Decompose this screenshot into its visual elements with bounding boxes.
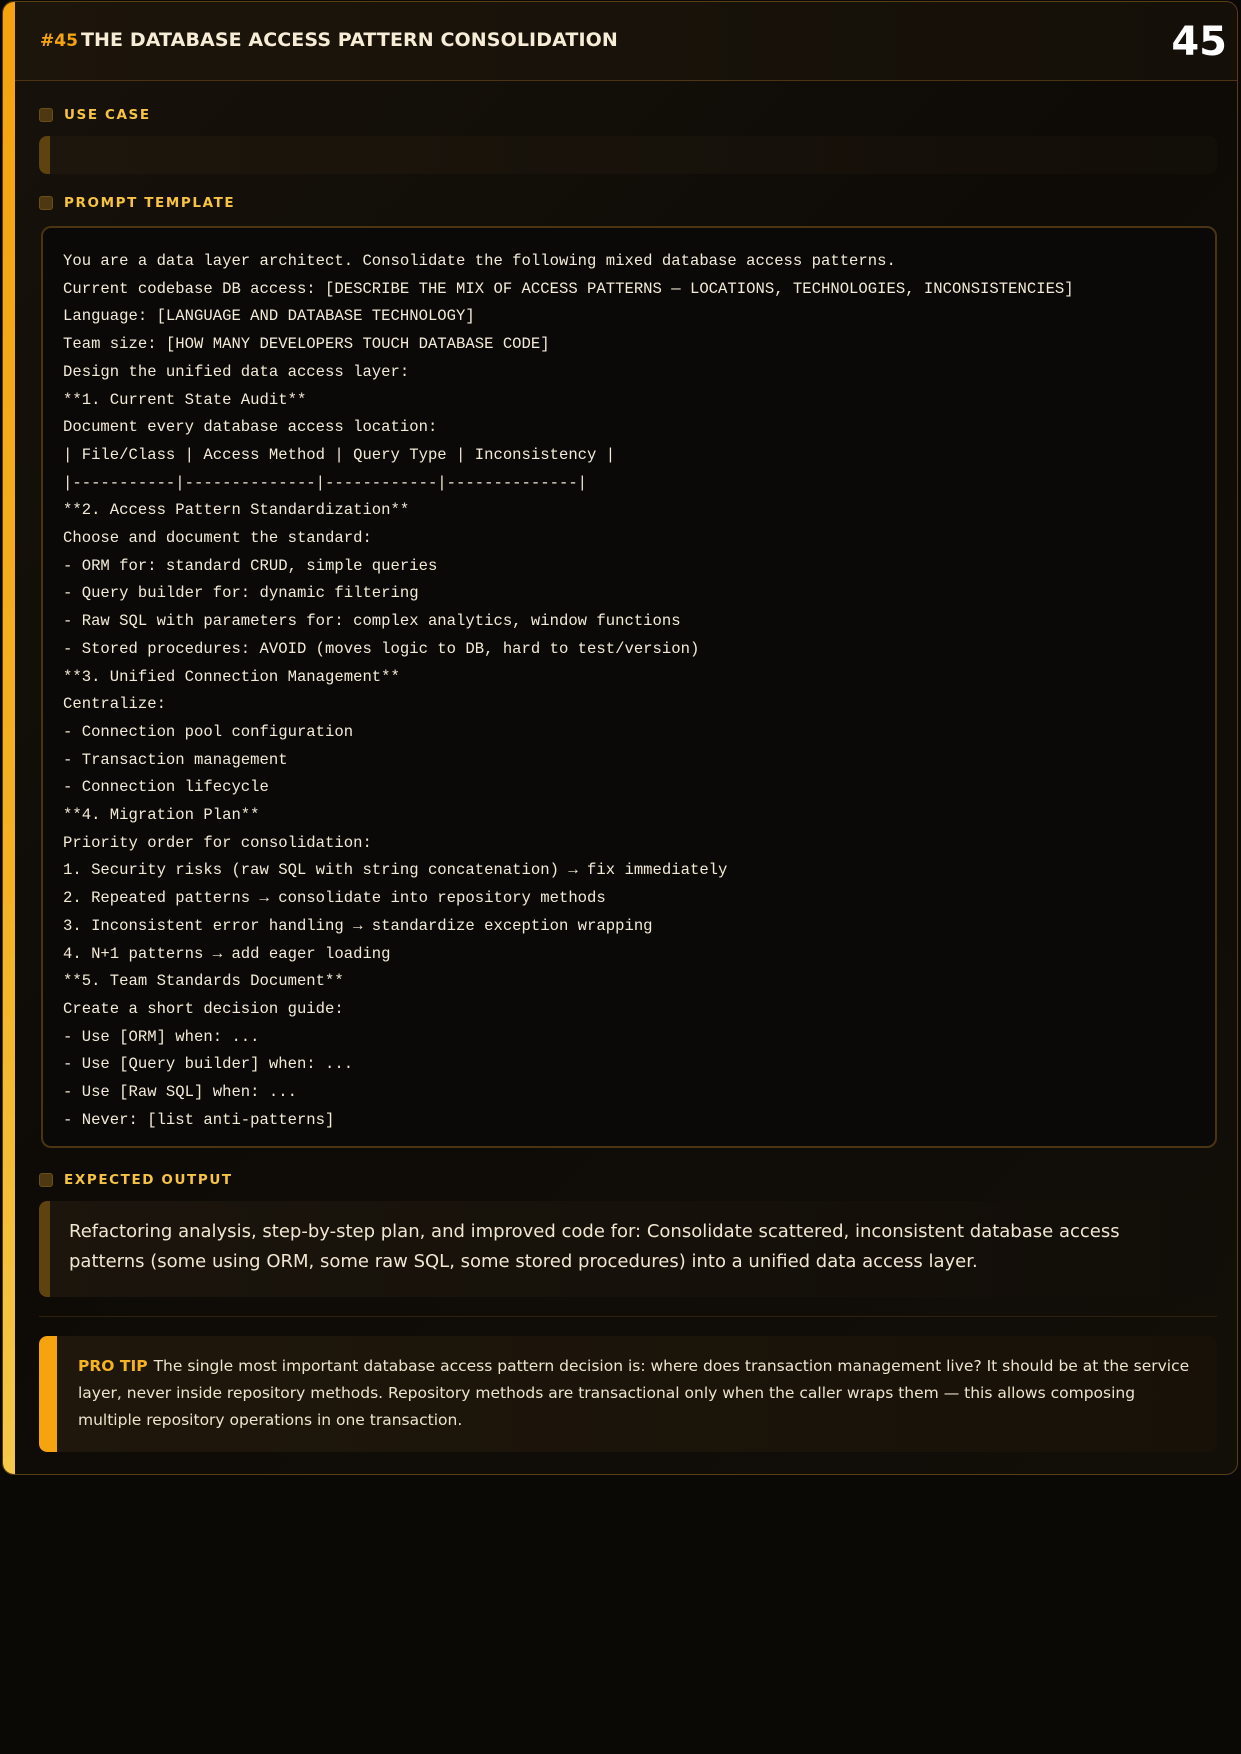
prompt-template-label-text: PROMPT TEMPLATE — [64, 195, 236, 211]
card-number-tag: #45 — [40, 31, 78, 51]
prompt-line: **5. Team Standards Document** — [63, 972, 344, 991]
prompt-card — [2, 1, 1238, 1475]
pro-tip-accent-bar — [39, 1336, 57, 1452]
section-square-icon — [39, 108, 53, 122]
use-case-box — [39, 136, 1217, 174]
prompt-line: - Use [Query builder] when: ... — [63, 1055, 354, 1074]
expected-output-label-text: EXPECTED OUTPUT — [64, 1172, 233, 1188]
card-big-number: 45 — [1171, 19, 1227, 65]
prompt-line: Current codebase DB access: [DESCRIBE THE MIX OF ACCESS PATTERNS — LOCATIONS, TECHNOLOGIES, INCONSISTENCIES] — [63, 279, 1074, 298]
pro-tip-label: PRO TIP — [78, 1357, 148, 1375]
prompt-line: Design the unified data access layer: — [63, 362, 410, 381]
prompt-line: | File/Class | Access Method | Query Type | Inconsistency | — [63, 445, 616, 464]
prompt-line: **2. Access Pattern Standardization** — [63, 501, 410, 520]
use-case-label-text: USE CASE — [64, 107, 151, 123]
expected-output-box — [39, 1201, 1217, 1297]
prompt-line: - Connection pool configuration — [63, 722, 354, 741]
prompt-line: - ORM for: standard CRUD, simple queries — [63, 556, 438, 575]
prompt-line: - Use [ORM] when: ... — [63, 1027, 260, 1046]
expected-output-label — [39, 1171, 233, 1189]
pro-tip-box — [39, 1336, 1217, 1452]
prompt-line: 3. Inconsistent error handling → standardize exception wrapping — [63, 916, 653, 935]
prompt-line: **4. Migration Plan** — [63, 806, 260, 825]
prompt-line: - Never: [list anti-patterns] — [63, 1110, 335, 1129]
prompt-line: - Transaction management — [63, 750, 288, 769]
prompt-line: - Stored procedures: AVOID (moves logic to DB, hard to test/version) — [63, 639, 700, 658]
prompt-line: Choose and document the standard: — [63, 529, 372, 548]
prompt-line: |-----------|--------------|------------|--------------| — [63, 473, 588, 492]
use-case-label — [39, 106, 151, 124]
prompt-template-label — [39, 194, 235, 212]
pro-tip-text: The single most important database access pattern decision is: where does transaction management live? It should be at the service layer, never inside repository methods. Repository methods are transactional only when the caller wraps them — this allows composing multiple repository operations in one transaction. — [78, 1357, 1190, 1429]
expected-output-accent-bar — [39, 1201, 50, 1297]
prompt-line: - Raw SQL with parameters for: complex analytics, window functions — [63, 612, 681, 631]
prompt-line: Centralize: — [63, 695, 166, 714]
prompt-line: **1. Current State Audit** — [63, 390, 307, 409]
prompt-line: 2. Repeated patterns → consolidate into repository methods — [63, 889, 606, 908]
prompt-line: - Use [Raw SQL] when: ... — [63, 1083, 297, 1102]
prompt-line: Priority order for consolidation: — [63, 833, 372, 852]
section-square-icon — [39, 196, 53, 210]
prompt-line: - Connection lifecycle — [63, 778, 269, 797]
use-case-accent-bar — [39, 136, 50, 174]
prompt-line: You are a data layer architect. Consolidate the following mixed database access patterns. — [63, 252, 896, 270]
prompt-line: Document every database access location: — [63, 418, 438, 437]
prompt-line: 4. N+1 patterns → add eager loading — [63, 944, 391, 963]
prompt-line: **3. Unified Connection Management** — [63, 667, 400, 686]
pro-tip-content — [78, 1353, 1195, 1434]
expected-output-text: Refactoring analysis, step-by-step plan, and improved code for: Consolidate scattered, inconsistent database access patterns (some using ORM, some raw SQL, some stored procedures) into a unified data access layer. — [69, 1221, 1120, 1272]
prompt-line: 1. Security risks (raw SQL with string concatenation) → fix immediately — [63, 861, 728, 880]
section-divider — [39, 1316, 1217, 1317]
card-header — [15, 2, 1237, 81]
prompt-line: Team size: [HOW MANY DEVELOPERS TOUCH DATABASE CODE] — [63, 335, 550, 354]
card-title: THE DATABASE ACCESS PATTERN CONSOLIDATION — [81, 29, 618, 51]
card-accent-bar — [3, 2, 15, 1474]
prompt-template-box[interactable] — [41, 226, 1217, 1148]
prompt-line: Language: [LANGUAGE AND DATABASE TECHNOLOGY] — [63, 307, 475, 326]
prompt-line: - Query builder for: dynamic filtering — [63, 584, 419, 603]
section-square-icon — [39, 1173, 53, 1187]
prompt-line: Create a short decision guide: — [63, 999, 344, 1018]
